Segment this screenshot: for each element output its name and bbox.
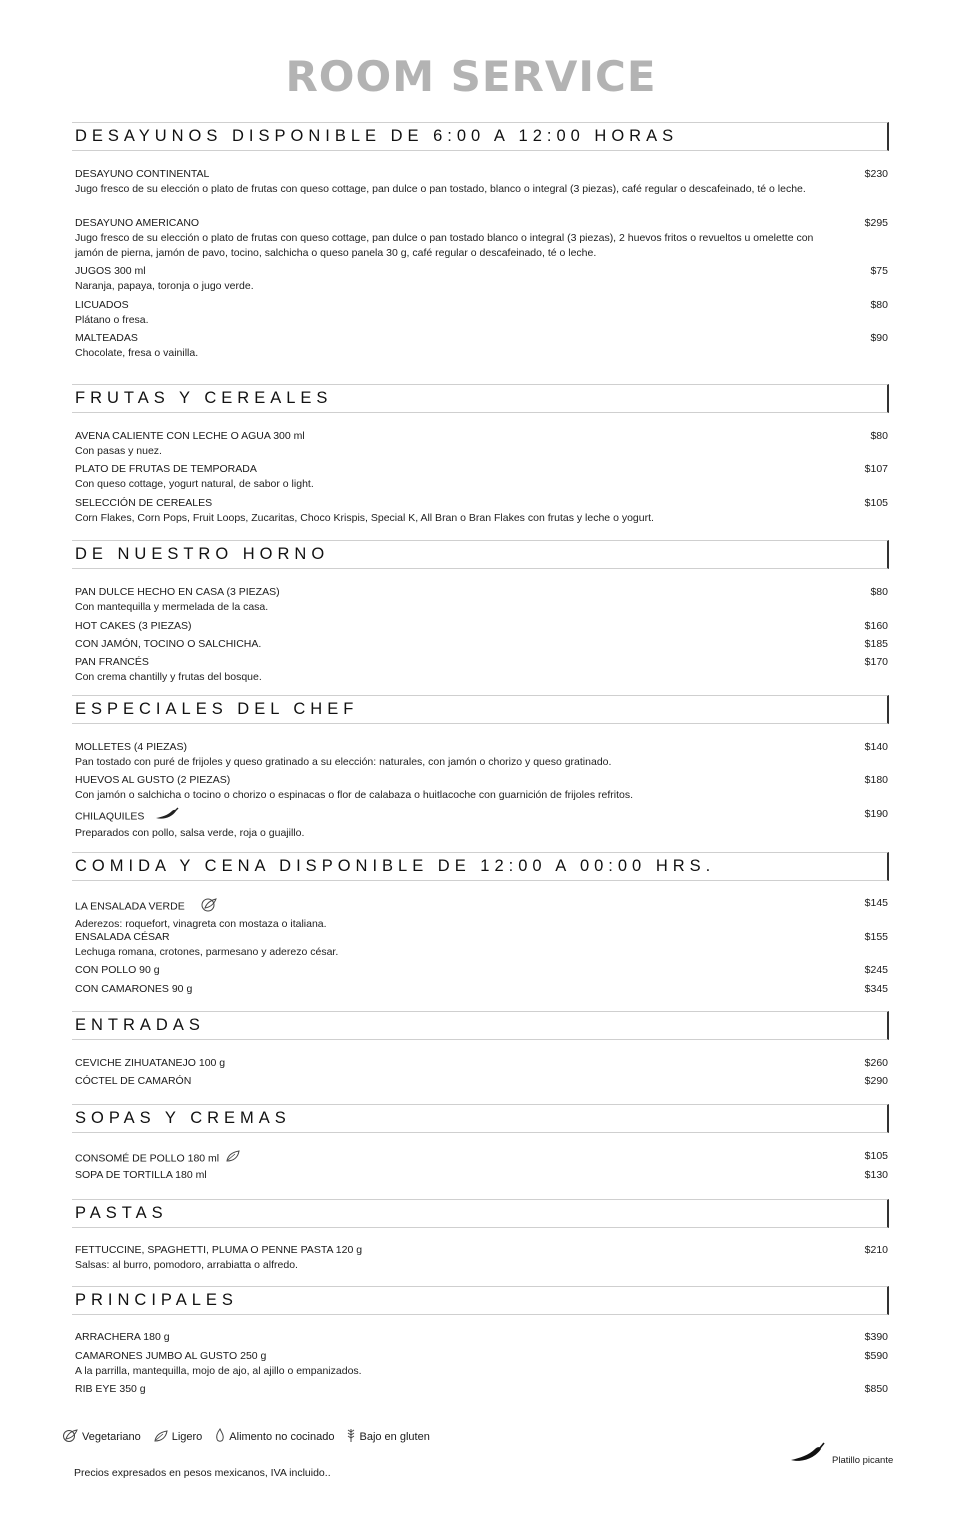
item-price: $230: [864, 168, 888, 180]
item-price: $850: [864, 1383, 888, 1395]
menu-item: [75, 1056, 890, 1071]
section-header-entradas: [72, 1011, 889, 1040]
item-description: Con crema chantilly y frutas del bosque.: [75, 671, 262, 683]
section-title: SOPAS Y CREMAS: [75, 1109, 291, 1127]
item-price: $105: [864, 497, 888, 509]
item-description: Aderezos: roquefort, vinagreta con mostaza o italiana.: [75, 918, 327, 930]
item-name: MOLLETES (4 PIEZAS): [75, 741, 188, 753]
item-description: Corn Flakes, Corn Pops, Fruit Loops, Zucaritas, Choco Krispis, Special K, All Bran o Bran Flakes con frutas y leche o yogurt.: [75, 512, 654, 524]
item-price: $170: [864, 656, 888, 668]
item-description: Con jamón o salchicha o tocino o chorizo o espinacas o flor de calabaza o huitlacoche con guarnición de frijoles refritos.: [75, 789, 633, 801]
chili-pepper-icon: [790, 1441, 826, 1466]
legend-label: Ligero: [171, 1431, 203, 1443]
item-name: PAN FRANCÉS: [75, 656, 149, 668]
legend-item-vegetarian: [62, 1428, 141, 1446]
item-description: Preparados con pollo, salsa verde, roja o guajillo.: [75, 827, 305, 839]
spicy-legend: [790, 1441, 893, 1466]
menu-item: [75, 429, 890, 459]
item-description: Con mantequilla y mermelada de la casa.: [75, 601, 269, 613]
menu-item: [75, 585, 890, 615]
footer-note: Precios expresados en pesos mexicanos, IVA incluido..: [74, 1467, 331, 1479]
item-description: Lechuga romana, crotones, parmesano y aderezo césar.: [75, 946, 339, 958]
legend-label: Bajo en gluten: [359, 1431, 430, 1443]
section-header-horno: [72, 540, 889, 569]
menu-item: [75, 896, 890, 932]
section-title: DE NUESTRO HORNO: [75, 545, 330, 563]
item-name: LICUADOS: [75, 299, 129, 311]
item-price: $80: [870, 430, 888, 442]
menu-item: [75, 264, 890, 294]
menu-item: [75, 1243, 890, 1273]
legend-item-light: [153, 1429, 203, 1446]
section-title: COMIDA Y CENA DISPONIBLE DE 12:00 A 00:00 HRS.: [75, 857, 716, 875]
legend-item-gluten: [346, 1428, 429, 1446]
raw-food-icon: [214, 1428, 226, 1446]
item-price: $75: [870, 265, 888, 277]
menu-item: [75, 1149, 890, 1168]
item-name: HOT CAKES (3 PIEZAS): [75, 620, 192, 632]
item-name-text: LA ENSALADA VERDE: [75, 900, 185, 913]
item-price: $105: [864, 1150, 888, 1162]
menu-item: [75, 982, 890, 997]
menu-item: [75, 930, 890, 960]
section-header-especiales: [72, 695, 889, 724]
chili-pepper-icon: [154, 807, 180, 826]
item-price: $140: [864, 741, 888, 753]
item-name: [75, 1149, 830, 1168]
menu-item: [75, 167, 890, 197]
menu-item: [75, 1168, 890, 1183]
item-price: $80: [870, 586, 888, 598]
section-title: DESAYUNOS DISPONIBLE DE 6:00 A 12:00 HORAS: [75, 127, 679, 145]
item-price: $130: [864, 1169, 888, 1181]
item-name-text: CONSOMÉ DE POLLO 180 ml: [75, 1152, 220, 1165]
item-description: Naranja, papaya, toronja o jugo verde.: [75, 280, 254, 292]
item-description: Pan tostado con puré de frijoles y queso gratinado a su elección: naturales, con jamón o chorizo y queso gratinado.: [75, 756, 612, 768]
item-name: PAN DULCE HECHO EN CASA (3 PIEZAS): [75, 586, 280, 598]
item-name: ENSALADA CÉSAR: [75, 931, 170, 943]
item-price: $80: [870, 299, 888, 311]
item-price: $260: [864, 1057, 888, 1069]
menu-item: [75, 1349, 890, 1379]
item-price: $160: [864, 620, 888, 632]
item-name: CON JAMÓN, TOCINO O SALCHICHA.: [75, 638, 262, 650]
item-description: Salsas: al burro, pomodoro, arrabiatta o alfredo.: [75, 1259, 298, 1271]
section-header-frutas: [72, 384, 889, 413]
menu-item: [75, 1330, 890, 1345]
item-name: AVENA CALIENTE CON LECHE O AGUA 300 ml: [75, 430, 305, 442]
item-name: DESAYUNO AMERICANO: [75, 217, 200, 229]
page-title: ROOM SERVICE: [285, 52, 657, 101]
item-price: $390: [864, 1331, 888, 1343]
item-name: SOPA DE TORTILLA 180 ml: [75, 1169, 207, 1181]
light-leaf-icon: [153, 1429, 169, 1446]
item-name: CON CAMARONES 90 g: [75, 983, 193, 995]
item-name: [75, 896, 830, 917]
section-title: FRUTAS Y CEREALES: [75, 389, 333, 407]
section-header-sopas: [72, 1104, 889, 1133]
item-name: JUGOS 300 ml: [75, 265, 146, 277]
item-name: SELECCIÓN DE CEREALES: [75, 497, 213, 509]
item-price: $590: [864, 1350, 888, 1362]
item-description: Chocolate, fresa o vainilla.: [75, 347, 199, 359]
item-price: $145: [864, 897, 888, 909]
legend-label: Vegetariano: [82, 1431, 141, 1443]
item-price: $245: [864, 964, 888, 976]
menu-item: [75, 496, 890, 526]
item-name: RIB EYE 350 g: [75, 1383, 146, 1395]
legend: [62, 1428, 430, 1446]
menu-item: [75, 637, 890, 652]
menu-item: [75, 773, 890, 803]
item-price: $155: [864, 931, 888, 943]
item-description: Jugo fresco de su elección o plato de frutas con queso cottage, pan dulce o pan tostado blanco o integral (3 piezas), 2 huevos fritos o revueltos u omelette con jamón de pierna, jamón de pavo, tocino, salchicha o queso panela 30 g, café regular o descafeinado, té o leche.: [75, 232, 814, 259]
section-title: ENTRADAS: [75, 1016, 205, 1034]
item-description: Con queso cottage, yogurt natural, de sabor o light.: [75, 478, 314, 490]
item-price: $290: [864, 1075, 888, 1087]
item-name: ARRACHERA 180 g: [75, 1331, 170, 1343]
item-price: $185: [864, 638, 888, 650]
item-price: $210: [864, 1244, 888, 1256]
item-name: MALTEADAS: [75, 332, 138, 344]
section-header-comida: [72, 852, 889, 881]
item-name: [75, 807, 830, 826]
section-title: PRINCIPALES: [75, 1291, 238, 1309]
menu-item: [75, 331, 890, 361]
menu-item: [75, 462, 890, 492]
item-description: Plátano o fresa.: [75, 314, 149, 326]
menu-item: [75, 807, 890, 841]
menu-item: [75, 1074, 890, 1089]
legend-label: Alimento no cocinado: [229, 1431, 335, 1443]
section-title: PASTAS: [75, 1204, 168, 1222]
item-name: PLATO DE FRUTAS DE TEMPORADA: [75, 463, 257, 475]
spicy-label: Platillo picante: [832, 1455, 894, 1466]
section-header-pastas: [72, 1199, 889, 1228]
item-name: CEVICHE ZIHUATANEJO 100 g: [75, 1057, 226, 1069]
section-title: ESPECIALES DEL CHEF: [75, 700, 359, 718]
menu-item: [75, 1382, 890, 1397]
legend-item-raw: [214, 1428, 334, 1446]
vegetarian-icon: [199, 896, 219, 917]
vegetarian-icon: [62, 1428, 79, 1446]
menu-item: [75, 740, 890, 770]
gluten-free-icon: [346, 1428, 356, 1446]
item-price: $345: [864, 983, 888, 995]
light-leaf-icon: [225, 1149, 241, 1168]
item-name: CAMARONES JUMBO AL GUSTO 250 g: [75, 1350, 267, 1362]
item-price: $107: [864, 463, 888, 475]
item-description: Con pasas y nuez.: [75, 445, 162, 457]
item-price: $180: [864, 774, 888, 786]
item-name: DESAYUNO CONTINENTAL: [75, 168, 210, 180]
menu-item: [75, 963, 890, 978]
item-name: HUEVOS AL GUSTO (2 PIEZAS): [75, 774, 231, 786]
menu-item: [75, 655, 890, 685]
item-name: FETTUCCINE, SPAGHETTI, PLUMA O PENNE PASTA 120 g: [75, 1244, 363, 1256]
item-price: $295: [864, 217, 888, 229]
item-name-text: CHILAQUILES: [75, 810, 145, 823]
menu-item: [75, 619, 890, 634]
item-price: $190: [864, 808, 888, 820]
item-name: CÓCTEL DE CAMARÓN: [75, 1075, 192, 1087]
item-price: $90: [870, 332, 888, 344]
menu-item: [75, 298, 890, 328]
item-description: Jugo fresco de su elección o plato de frutas con queso cottage, pan dulce o pan tostado, blanco o integral (3 piezas), café regular o descafeinado, té o leche.: [75, 183, 806, 195]
item-name: CON POLLO 90 g: [75, 964, 160, 976]
section-header-principales: [72, 1286, 889, 1315]
section-header-desayunos: [72, 122, 889, 151]
menu-item: [75, 216, 890, 261]
item-description: A la parrilla, mantequilla, mojo de ajo, al ajillo o empanizados.: [75, 1365, 362, 1377]
